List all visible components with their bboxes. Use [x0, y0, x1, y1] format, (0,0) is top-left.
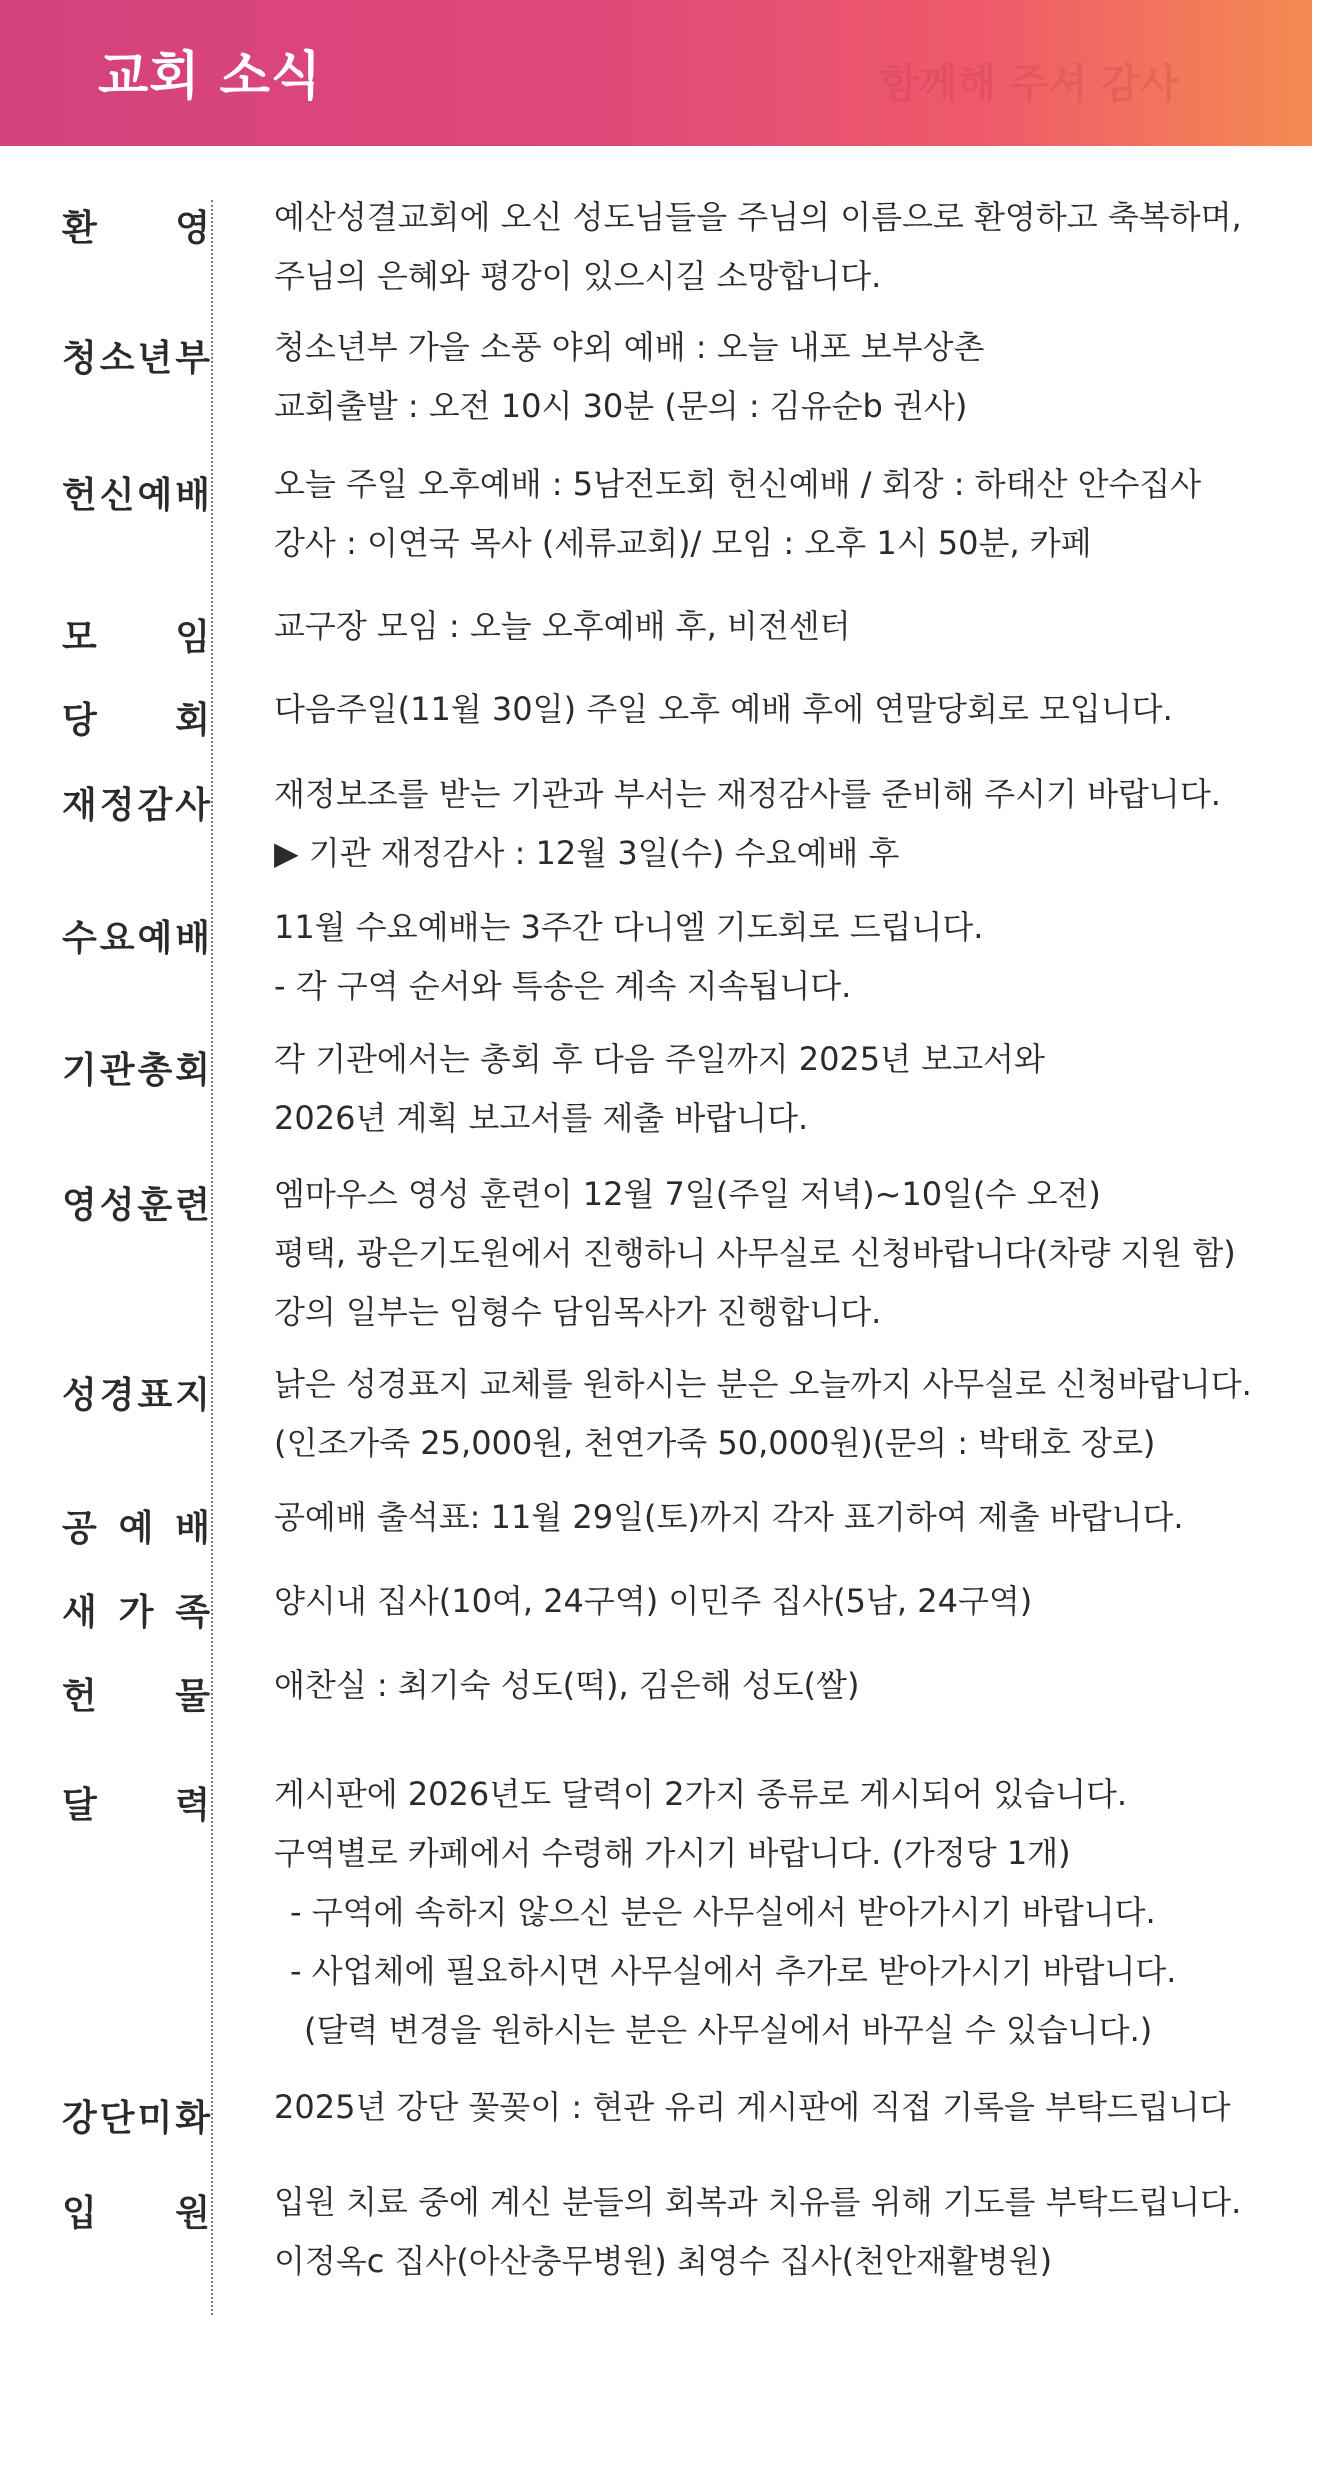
news-item-line: 구역별로 카페에서 수령해 가시기 바랍니다. (가정당 1개)	[274, 1834, 1071, 1872]
label-char: 성	[62, 1375, 97, 1416]
label-char: 배	[175, 918, 210, 959]
news-item-content	[274, 1165, 1314, 1342]
label-char: 표	[137, 1375, 173, 1416]
label-char: 지	[175, 1375, 210, 1416]
label-char: 미	[137, 2098, 173, 2139]
news-item-content	[274, 765, 1314, 883]
label-char: 부	[175, 338, 210, 379]
label-char: 관	[99, 1050, 135, 1091]
news-item-line: 오늘 주일 오후예배 : 5남전도회 헌신예배 / 회장 : 하태산 안수집사	[274, 465, 1202, 503]
news-item-label	[62, 1367, 210, 1418]
header-watermark-text: 함께해 주셔 감사	[880, 61, 1179, 107]
label-char: 새	[62, 1592, 97, 1633]
news-item-line: 2025년 강단 꽃꽂이 : 현관 유리 게시판에 직접 기록을 부탁드립니다	[274, 2088, 1231, 2126]
news-item-label	[62, 200, 210, 251]
news-item-line: 강의 일부는 임형수 담임목사가 진행합니다.	[274, 1293, 882, 1331]
label-char: 청	[62, 338, 97, 379]
news-item-line: 다음주일(11월 30일) 주일 오후 예배 후에 연말당회로 모입니다.	[274, 690, 1173, 728]
news-item-line: 엠마우스 영성 훈련이 12월 7일(주일 저녁)~10일(수 오전)	[274, 1175, 1101, 1213]
label-char: 영	[62, 1185, 97, 1226]
label-char: 족	[175, 1592, 210, 1633]
news-item-content	[274, 2173, 1314, 2291]
label-char: 련	[175, 1185, 210, 1226]
news-item-line: 청소년부 가을 소풍 야외 예배 : 오늘 내포 보부상촌	[274, 328, 985, 366]
label-char: 화	[175, 2098, 210, 2139]
label-char: 력	[175, 1785, 210, 1826]
news-item-label	[62, 1042, 210, 1093]
label-char: 영	[175, 208, 210, 249]
label-char: 정	[99, 785, 135, 826]
page-title: 교회 소식	[98, 47, 323, 107]
news-item-label	[62, 2185, 210, 2236]
label-char: 예	[118, 1508, 154, 1549]
label-char: 헌	[62, 1676, 97, 1717]
news-item-line: ▶ 기관 재정감사 : 12월 3일(수) 수요예배 후	[274, 834, 900, 872]
news-item-content	[274, 318, 1314, 436]
label-char: 수	[62, 918, 97, 959]
news-item-line: 각 기관에서는 총회 후 다음 주일까지 2025년 보고서와	[274, 1040, 1045, 1078]
label-char: 모	[62, 617, 97, 658]
news-item-content	[274, 188, 1314, 306]
header-banner	[0, 0, 1312, 146]
news-item-label	[62, 467, 210, 518]
news-item-content	[274, 1656, 1314, 1715]
label-char: 요	[99, 918, 135, 959]
news-item-line: 강사 : 이연국 목사 (세류교회)/ 모임 : 오후 1시 50분, 카페	[274, 524, 1092, 562]
label-char: 예	[137, 918, 173, 959]
label-char: 감	[137, 785, 173, 826]
label-char: 강	[62, 2098, 97, 2139]
label-char: 회	[175, 1050, 210, 1091]
news-item-label	[62, 777, 210, 828]
label-char: 공	[62, 1508, 97, 1549]
label-char: 신	[99, 475, 135, 516]
label-char: 총	[137, 1050, 173, 1091]
news-item-label	[62, 1500, 210, 1551]
news-item-content	[274, 1765, 1314, 2060]
label-char: 예	[137, 475, 173, 516]
news-item-line: 게시판에 2026년도 달력이 2가지 종류로 게시되어 있습니다.	[274, 1775, 1128, 1813]
news-item-label	[62, 1584, 210, 1635]
news-item-line: 이정옥c 집사(아산충무병원) 최영수 집사(천안재활병원)	[274, 2242, 1053, 2280]
news-item-line: 재정보조를 받는 기관과 부서는 재정감사를 준비해 주시기 바랍니다.	[274, 775, 1221, 813]
news-item-line: 양시내 집사(10여, 24구역) 이민주 집사(5남, 24구역)	[274, 1582, 1033, 1620]
label-char: 훈	[137, 1185, 173, 1226]
news-item-line: (인조가죽 25,000원, 천연가죽 50,000원)(문의 : 박태호 장로)	[274, 1424, 1156, 1462]
news-item-line: 교구장 모임 : 오늘 오후예배 후, 비전센터	[274, 607, 851, 645]
news-item-label	[62, 1177, 210, 1228]
label-char: 임	[175, 617, 210, 658]
label-char: 성	[99, 1185, 135, 1226]
label-char: 원	[175, 2193, 210, 2234]
label-char: 소	[99, 338, 135, 379]
news-item-label	[62, 1668, 210, 1719]
label-char: 배	[175, 475, 210, 516]
label-char: 달	[62, 1785, 97, 1826]
label-char: 경	[99, 1375, 135, 1416]
label-char: 물	[175, 1676, 210, 1717]
news-item-content	[274, 1488, 1314, 1547]
news-item-content	[274, 680, 1314, 739]
label-char: 헌	[62, 475, 97, 516]
label-char: 년	[137, 338, 173, 379]
news-item-content	[274, 898, 1314, 1016]
news-item-line: 입원 치료 중에 계신 분들의 회복과 치유를 위해 기도를 부탁드립니다.	[274, 2183, 1242, 2221]
label-char: 배	[175, 1508, 210, 1549]
label-char: 입	[62, 2193, 97, 2234]
label-char: 당	[62, 700, 97, 741]
news-item-line: 2026년 계획 보고서를 제출 바랍니다.	[274, 1099, 809, 1137]
news-item-line: 예산성결교회에 오신 성도님들을 주님의 이름으로 환영하고 축복하며,	[274, 198, 1242, 236]
news-item-content	[274, 1355, 1314, 1473]
news-item-label	[62, 1777, 210, 1828]
news-item-line: (달력 변경을 원하시는 분은 사무실에서 바꾸실 수 있습니다.)	[304, 2011, 1153, 2049]
news-item-line: - 사업체에 필요하시면 사무실에서 추가로 받아가시기 바랍니다.	[290, 1952, 1177, 1990]
news-item-label	[62, 609, 210, 660]
news-item-label	[62, 910, 210, 961]
label-char: 회	[175, 700, 210, 741]
news-item-content	[274, 455, 1314, 573]
label-char: 사	[175, 785, 210, 826]
news-item-line: 교회출발 : 오전 10시 30분 (문의 : 김유순b 권사)	[274, 387, 968, 425]
news-item-label	[62, 330, 210, 381]
news-item-content	[274, 597, 1314, 656]
news-item-line: 11월 수요예배는 3주간 다니엘 기도회로 드립니다.	[274, 908, 984, 946]
label-divider	[211, 200, 213, 2315]
news-item-content	[274, 1572, 1314, 1631]
news-item-line: 애찬실 : 최기숙 성도(떡), 김은해 성도(쌀)	[274, 1666, 860, 1704]
news-item-label	[62, 2090, 210, 2141]
news-item-line: - 구역에 속하지 않으신 분은 사무실에서 받아가시기 바랍니다.	[290, 1893, 1156, 1931]
news-item-label	[62, 692, 210, 743]
news-item-line: 낡은 성경표지 교체를 원하시는 분은 오늘까지 사무실로 신청바랍니다.	[274, 1365, 1252, 1403]
label-char: 환	[62, 208, 97, 249]
news-item-line: - 각 구역 순서와 특송은 계속 지속됩니다.	[274, 967, 852, 1005]
label-char: 재	[62, 785, 97, 826]
news-item-line: 평택, 광은기도원에서 진행하니 사무실로 신청바랍니다(차량 지원 함)	[274, 1234, 1236, 1272]
label-char: 단	[99, 2098, 135, 2139]
news-item-content	[274, 1030, 1314, 1148]
news-item-line: 공예배 출석표: 11월 29일(토)까지 각자 표기하여 제출 바랍니다.	[274, 1498, 1184, 1536]
news-item-content	[274, 2078, 1314, 2137]
label-char: 가	[118, 1592, 154, 1633]
label-char: 기	[62, 1050, 97, 1091]
news-item-line: 주님의 은혜와 평강이 있으시길 소망합니다.	[274, 257, 882, 295]
